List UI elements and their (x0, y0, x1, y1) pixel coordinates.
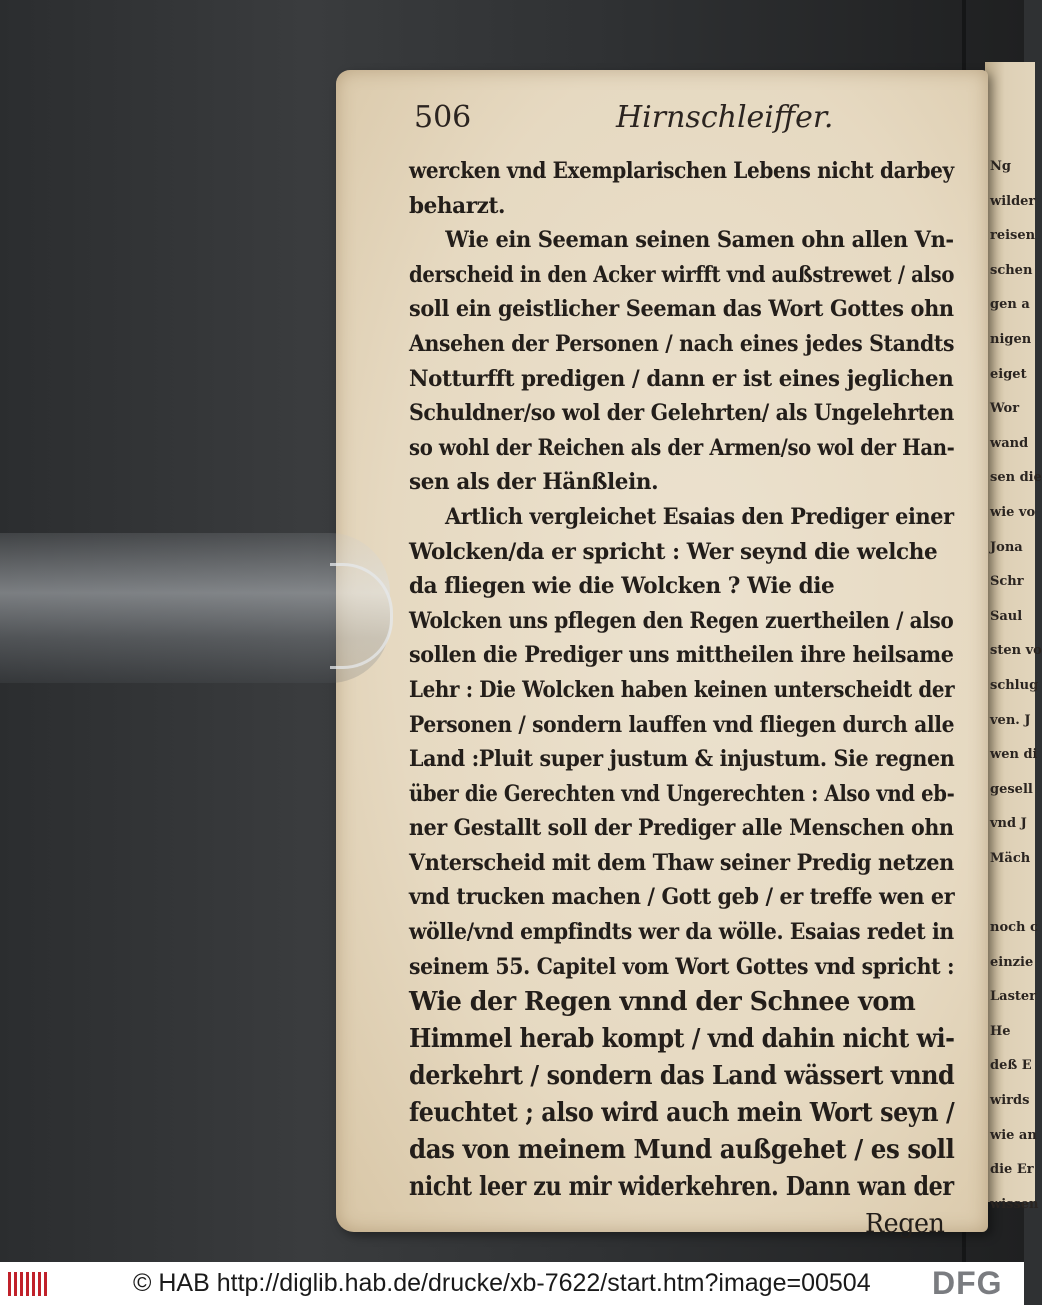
margin-fragment: gen a (990, 297, 1030, 313)
text-line: Wolcken uns pflegen den Regen zuertheilen / also (409, 607, 954, 634)
text-line: Himmel herab kompt / vnd dahin nicht wi- (409, 1024, 955, 1055)
margin-fragment: wie vo (990, 504, 1036, 520)
text-line: derkehrt / sondern das Land wässert vnnd (409, 1061, 955, 1092)
text-line: seinem 55. Capitel vom Wort Gottes vnd spricht : (409, 953, 955, 980)
text-line: Artlich vergleichet Esaias den Prediger einer (444, 503, 954, 530)
margin-fragment: wirds (990, 1093, 1030, 1109)
text-line: Wolcken/da er spricht : Wer seynd die welche (409, 538, 938, 565)
margin-fragment: wie an (990, 1127, 1037, 1143)
margin-fragment: wen di (990, 747, 1038, 763)
margin-fragment: schlug (990, 677, 1039, 693)
text-line: wölle/vnd empfindts wer da wölle. Esaias redet in (409, 919, 954, 946)
text-line: derscheid in den Acker wirfft vnd außstrewet / also (409, 261, 955, 288)
text-line: Notturfft predigen / dann er ist eines jeglichen (409, 365, 954, 392)
margin-fragment: nigen (990, 331, 1032, 347)
catchword: Regen (865, 1209, 945, 1240)
margin-fragment: wand (990, 435, 1029, 451)
text-line: sen als der Hänßlein. (409, 469, 659, 496)
viewer-footer (0, 1262, 1024, 1305)
margin-fragment: einzie (990, 954, 1034, 970)
page-header (414, 100, 834, 144)
text-line: vnd trucken machen / Gott geb / er treffe wen er (409, 884, 955, 911)
text-line: Schuldner/so wol der Gelehrten/ als Ungelehrten (409, 400, 954, 427)
text-line: sollen die Prediger uns mittheilen ihre heilsame (409, 642, 954, 669)
text-line: so wohl der Reichen als der Armen/so wol der Han- (409, 434, 955, 461)
margin-fragment: sten vo (990, 643, 1042, 659)
text-line: soll ein geistlicher Seeman das Wort Gottes ohn (409, 296, 954, 323)
text-line: Lehr : Die Wolcken haben keinen unterscheidt der (409, 676, 955, 703)
text-line: Personen / sondern lauffen vnd fliegen durch alle (409, 711, 955, 738)
source-credit-link[interactable]: © HAB http://diglib.hab.de/drucke/xb-7622/start.htm?image=00504 (133, 1269, 871, 1297)
page-text (409, 154, 967, 1243)
text-line: Ansehen der Personen / nach eines jedes Standts (409, 330, 955, 357)
margin-fragment: Mäch (990, 850, 1031, 866)
adjacent-page-margin-text (990, 150, 1042, 1222)
margin-fragment: die Er (990, 1162, 1034, 1178)
text-line: beharzt. (409, 192, 506, 219)
text-line: Vnterscheid mit dem Thaw seiner Predig netzen (409, 849, 954, 876)
text-line: wercken vnd Exemplarischen Lebens nicht darbey (409, 158, 954, 184)
margin-fragment: gesell (990, 781, 1033, 797)
text-line: feuchtet ; also wird auch mein Wort seyn / (409, 1098, 955, 1129)
margin-fragment: Saul (990, 608, 1023, 624)
margin-fragment: Wor (990, 401, 1020, 417)
dfg-logo: DFG (932, 1265, 1003, 1301)
margin-fragment: wilder (990, 193, 1036, 209)
margin-fragment: sen die (990, 470, 1042, 486)
margin-fragment (990, 876, 1024, 911)
margin-fragment: ven. J (990, 712, 1031, 728)
text-line: über die Gerechten vnd Ungerechten : Also vnd eb- (409, 780, 955, 807)
running-title: Hirnschleiffer. (616, 100, 834, 135)
margin-fragment: schen (990, 262, 1033, 278)
text-line: ner Gestallt soll der Prediger alle Menschen ohn (409, 815, 954, 842)
text-line: Land :Pluit super justum & injustum. Sie regnen (409, 746, 955, 773)
margin-fragment: eiget (990, 366, 1027, 382)
text-line: Wie ein Seeman seinen Samen ohn allen Vn- (445, 227, 954, 254)
margin-fragment: Laster (990, 989, 1037, 1005)
text-line: da fliegen wie die Wolcken ? Wie die (409, 573, 835, 600)
text-line: das von meinem Mund außgehet / es soll (409, 1135, 955, 1166)
text-line: Wie der Regen vnnd der Schnee vom (409, 987, 916, 1018)
margin-fragment: He (990, 1023, 1011, 1039)
margin-fragment: noch c (990, 920, 1038, 936)
margin-fragment: vnd J (990, 816, 1027, 832)
margin-fragment: Jona (990, 539, 1023, 555)
page-number: 506 (414, 100, 472, 135)
margin-fragment: wissen (990, 1196, 1039, 1212)
margin-fragment: reisen (990, 228, 1036, 244)
hab-logo-icon (6, 1268, 50, 1299)
margin-fragment: deß E (990, 1058, 1032, 1074)
margin-fragment: Schr (990, 574, 1024, 590)
text-line: nicht leer zu mir widerkehren. Dann wan der (409, 1172, 954, 1203)
margin-fragment: Ng (990, 159, 1011, 174)
